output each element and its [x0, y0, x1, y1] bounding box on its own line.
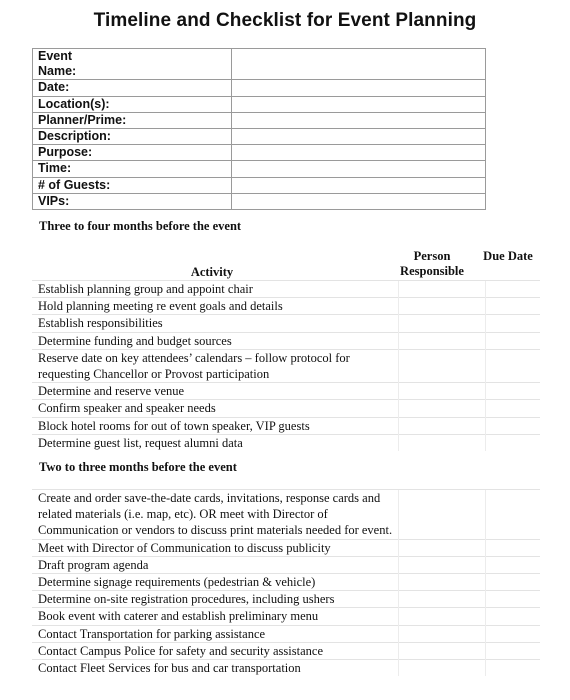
info-label: Date: [33, 80, 232, 96]
info-value[interactable] [232, 129, 486, 145]
activity-cell: Draft program agenda [32, 556, 399, 573]
section-heading: Two to three months before the event [39, 460, 237, 474]
info-row [33, 112, 486, 128]
due-date-cell[interactable] [486, 490, 541, 540]
person-responsible-cell[interactable] [399, 434, 486, 451]
table-row [32, 625, 540, 642]
due-date-cell[interactable] [486, 281, 541, 298]
table-row [32, 591, 540, 608]
table-row [32, 383, 540, 400]
due-date-cell[interactable] [486, 349, 541, 382]
activity-cell: Contact Campus Police for safety and security assistance [32, 642, 399, 659]
activity-cell: Block hotel rooms for out of town speaker, VIP guests [32, 417, 399, 434]
table-row [32, 298, 540, 315]
person-responsible-cell[interactable] [399, 315, 486, 332]
table-row [32, 417, 540, 434]
info-row [33, 177, 486, 193]
due-date-cell[interactable] [486, 539, 541, 556]
activity-cell: Reserve date on key attendees’ calendars – follow protocol for requesting Chancellor or Provost participation [32, 349, 399, 382]
due-date-cell[interactable] [486, 642, 541, 659]
person-responsible-cell[interactable] [399, 591, 486, 608]
activity-cell: Create and order save-the-date cards, invitations, response cards and related materials (i.e. map, etc). OR meet with Director of Communication or vendors to discuss print materials needed for event. [32, 490, 399, 540]
info-label: Purpose: [33, 145, 232, 161]
table-row [32, 434, 540, 451]
info-row [33, 80, 486, 96]
info-label: Planner/Prime: [33, 112, 232, 128]
info-label: Location(s): [33, 96, 232, 112]
person-responsible-cell[interactable] [399, 660, 486, 677]
person-responsible-cell[interactable] [399, 490, 486, 540]
due-date-cell[interactable] [486, 625, 541, 642]
activity-cell: Determine signage requirements (pedestrian & vehicle) [32, 574, 399, 591]
info-row [33, 193, 486, 209]
info-label: Time: [33, 161, 232, 177]
due-date-cell[interactable] [486, 332, 541, 349]
due-date-cell[interactable] [486, 434, 541, 451]
person-responsible-header: Person Responsible [400, 249, 464, 278]
section-heading: Three to four months before the event [39, 219, 242, 233]
info-value[interactable] [232, 80, 486, 96]
person-responsible-cell[interactable] [399, 556, 486, 573]
info-label: Event Name: [33, 49, 232, 80]
person-responsible-cell[interactable] [399, 383, 486, 400]
person-responsible-cell[interactable] [399, 642, 486, 659]
event-info-table [32, 48, 486, 210]
person-responsible-cell[interactable] [399, 539, 486, 556]
activity-cell: Contact Fleet Services for bus and car transportation [32, 660, 399, 677]
person-responsible-cell[interactable] [399, 625, 486, 642]
info-value[interactable] [232, 193, 486, 209]
info-value[interactable] [232, 112, 486, 128]
table-row [32, 332, 540, 349]
due-date-cell[interactable] [486, 383, 541, 400]
activity-table [32, 489, 540, 676]
person-responsible-cell[interactable] [399, 281, 486, 298]
activity-header: Activity [190, 265, 234, 279]
due-date-header: Due Date [483, 249, 533, 263]
info-value[interactable] [232, 161, 486, 177]
info-row [33, 161, 486, 177]
person-responsible-cell[interactable] [399, 400, 486, 417]
info-value[interactable] [232, 145, 486, 161]
person-responsible-cell[interactable] [399, 298, 486, 315]
document-title: Timeline and Checklist for Event Planning [93, 10, 477, 31]
activity-table [32, 280, 540, 451]
activity-cell: Determine and reserve venue [32, 383, 399, 400]
person-responsible-cell[interactable] [399, 417, 486, 434]
activity-cell: Contact Transportation for parking assistance [32, 625, 399, 642]
table-row [32, 281, 540, 298]
due-date-cell[interactable] [486, 298, 541, 315]
due-date-cell[interactable] [486, 591, 541, 608]
table-row [32, 556, 540, 573]
person-responsible-cell[interactable] [399, 349, 486, 382]
info-row [33, 129, 486, 145]
info-label: VIPs: [33, 193, 232, 209]
table-row [32, 315, 540, 332]
due-date-cell[interactable] [486, 608, 541, 625]
activity-cell: Determine on-site registration procedures, including ushers [32, 591, 399, 608]
info-row [33, 96, 486, 112]
activity-cell: Hold planning meeting re event goals and details [32, 298, 399, 315]
person-responsible-cell[interactable] [399, 574, 486, 591]
activity-cell: Book event with caterer and establish preliminary menu [32, 608, 399, 625]
info-value[interactable] [232, 177, 486, 193]
due-date-cell[interactable] [486, 400, 541, 417]
due-date-cell[interactable] [486, 315, 541, 332]
info-value[interactable] [232, 96, 486, 112]
activity-cell: Establish planning group and appoint chair [32, 281, 399, 298]
info-value[interactable] [232, 49, 486, 80]
info-label: Description: [33, 129, 232, 145]
table-row [32, 349, 540, 382]
table-row [32, 490, 540, 540]
activity-cell: Determine guest list, request alumni data [32, 434, 399, 451]
table-row [32, 539, 540, 556]
table-row [32, 608, 540, 625]
table-row [32, 574, 540, 591]
activity-cell: Determine funding and budget sources [32, 332, 399, 349]
due-date-cell[interactable] [486, 574, 541, 591]
activity-cell: Meet with Director of Communication to discuss publicity [32, 539, 399, 556]
info-row [33, 145, 486, 161]
activity-cell: Confirm speaker and speaker needs [32, 400, 399, 417]
person-responsible-cell[interactable] [399, 332, 486, 349]
due-date-cell[interactable] [486, 417, 541, 434]
table-row [32, 660, 540, 677]
person-responsible-cell[interactable] [399, 608, 486, 625]
activity-cell: Establish responsibilities [32, 315, 399, 332]
due-date-cell[interactable] [486, 660, 541, 677]
table-row [32, 642, 540, 659]
info-label: # of Guests: [33, 177, 232, 193]
info-row [33, 49, 486, 80]
due-date-cell[interactable] [486, 556, 541, 573]
table-row [32, 400, 540, 417]
